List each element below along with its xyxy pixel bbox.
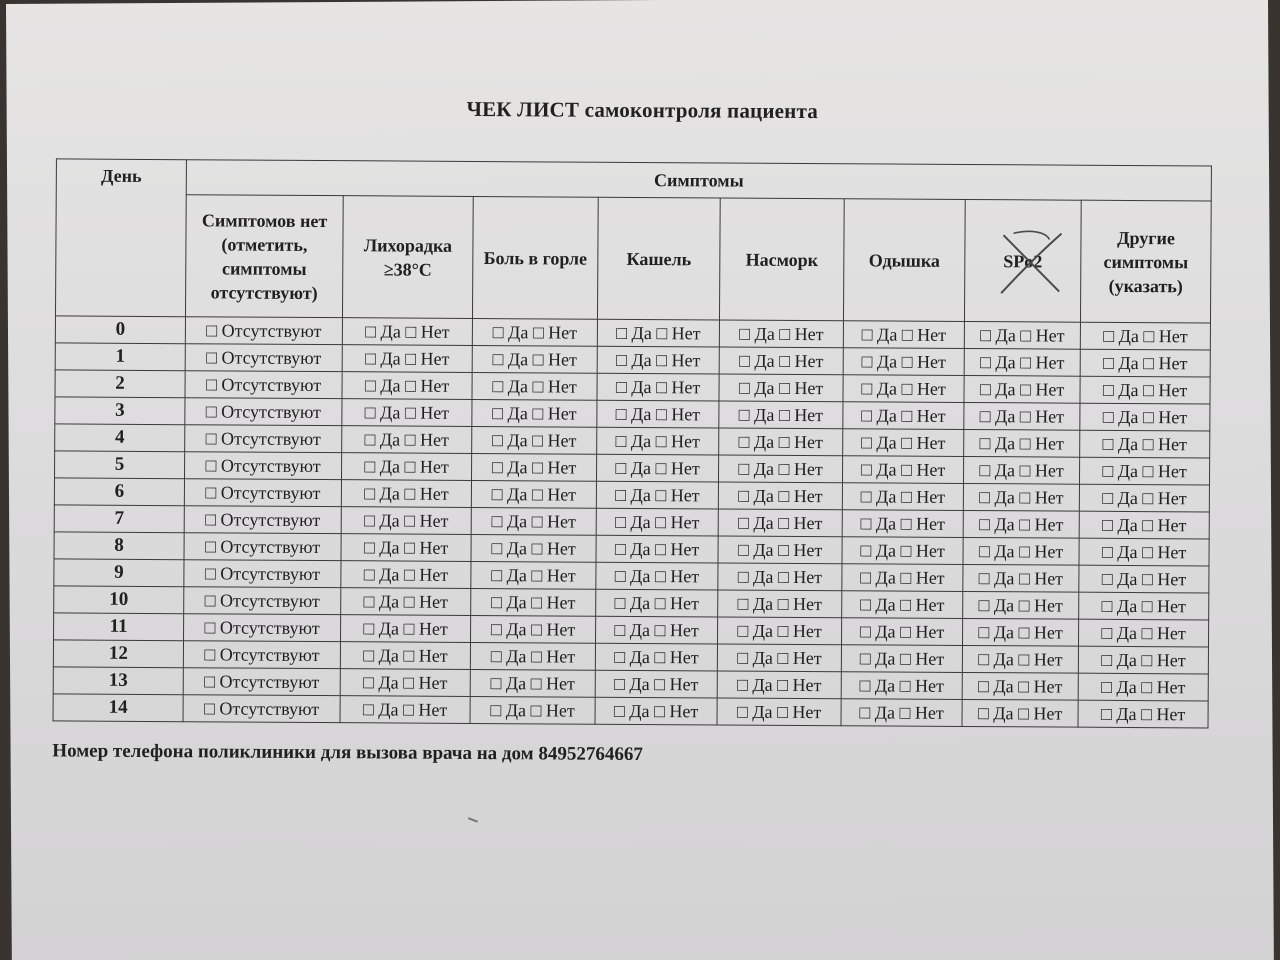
yes-no-checkbox-cell[interactable]: □ Да □ Нет — [595, 670, 717, 698]
day-number: 8 — [54, 532, 184, 560]
absent-checkbox-cell[interactable]: □ Отсутствуют — [185, 425, 342, 453]
pen-mark — [468, 817, 478, 822]
absent-checkbox-cell[interactable]: □ Отсутствуют — [183, 695, 340, 723]
yes-no-checkbox-cell[interactable]: □ Да □ Нет — [340, 696, 470, 724]
yes-no-checkbox-cell[interactable]: □ Да □ Нет — [341, 561, 471, 589]
yes-no-checkbox-cell[interactable]: □ Да □ Нет — [471, 534, 596, 562]
checklist-table — [53, 158, 1212, 728]
yes-no-checkbox-cell[interactable]: □ Да □ Нет — [841, 645, 962, 673]
yes-no-checkbox-cell[interactable]: □ Да □ Нет — [596, 481, 718, 509]
yes-no-checkbox-cell[interactable]: □ Да □ Нет — [717, 671, 841, 699]
absent-checkbox-cell[interactable]: □ Отсутствуют — [184, 479, 341, 507]
column-header-shortness-of-breath: Одышка — [843, 199, 965, 322]
symptoms-header: Симптомы — [186, 160, 1211, 201]
yes-no-checkbox-cell[interactable]: □ Да □ Нет — [1078, 700, 1208, 728]
absent-checkbox-cell[interactable]: □ Отсутствуют — [185, 317, 342, 345]
yes-no-checkbox-cell[interactable]: □ Да □ Нет — [1079, 511, 1209, 539]
absent-checkbox-cell[interactable]: □ Отсутствуют — [185, 398, 342, 426]
yes-no-checkbox-cell[interactable]: □ Да □ Нет — [597, 373, 719, 401]
yes-no-checkbox-cell[interactable]: □ Да □ Нет — [842, 564, 963, 592]
yes-no-checkbox-cell[interactable]: □ Да □ Нет — [963, 537, 1079, 565]
yes-no-checkbox-cell[interactable]: □ Да □ Нет — [1078, 646, 1208, 674]
yes-no-checkbox-cell[interactable]: □ Да □ Нет — [597, 400, 719, 428]
day-number: 4 — [55, 424, 185, 452]
yes-no-checkbox-cell[interactable]: □ Да □ Нет — [340, 669, 470, 697]
yes-no-checkbox-cell[interactable]: □ Да □ Нет — [597, 346, 719, 374]
day-number: 9 — [54, 559, 184, 587]
absent-checkbox-cell[interactable]: □ Отсутствуют — [185, 371, 342, 399]
yes-no-checkbox-cell[interactable]: □ Да □ Нет — [964, 429, 1080, 457]
day-number: 1 — [55, 343, 185, 371]
column-header-sore-throat: Боль в горле — [472, 196, 598, 319]
yes-no-checkbox-cell[interactable]: □ Да □ Нет — [962, 645, 1078, 673]
yes-no-checkbox-cell[interactable]: □ Да □ Нет — [341, 507, 471, 535]
yes-no-checkbox-cell[interactable]: □ Да □ Нет — [1080, 376, 1210, 404]
yes-no-checkbox-cell[interactable]: □ Да □ Нет — [843, 375, 964, 403]
yes-no-checkbox-cell[interactable]: □ Да □ Нет — [595, 643, 717, 671]
yes-no-checkbox-cell[interactable]: □ Да □ Нет — [719, 320, 843, 348]
day-number: 0 — [55, 316, 185, 344]
yes-no-checkbox-cell[interactable]: □ Да □ Нет — [597, 427, 719, 455]
yes-no-checkbox-cell[interactable]: □ Да □ Нет — [719, 428, 843, 456]
absent-checkbox-cell[interactable]: □ Отсутствуют — [184, 587, 341, 615]
column-header-runny-nose: Насморк — [719, 198, 844, 321]
yes-no-checkbox-cell[interactable]: □ Да □ Нет — [842, 591, 963, 619]
yes-no-checkbox-cell[interactable]: □ Да □ Нет — [1079, 457, 1209, 485]
yes-no-checkbox-cell[interactable]: □ Да □ Нет — [964, 348, 1080, 376]
yes-no-checkbox-cell[interactable]: □ Да □ Нет — [596, 454, 718, 482]
yes-no-checkbox-cell[interactable]: □ Да □ Нет — [963, 564, 1079, 592]
yes-no-checkbox-cell[interactable]: □ Да □ Нет — [717, 698, 841, 726]
yes-no-checkbox-cell[interactable]: □ Да □ Нет — [597, 319, 719, 347]
yes-no-checkbox-cell[interactable]: □ Да □ Нет — [962, 672, 1078, 700]
yes-no-checkbox-cell[interactable]: □ Да □ Нет — [596, 535, 718, 563]
yes-no-checkbox-cell[interactable]: □ Да □ Нет — [1079, 592, 1209, 620]
yes-no-checkbox-cell[interactable]: □ Да □ Нет — [341, 480, 471, 508]
yes-no-checkbox-cell[interactable]: □ Да □ Нет — [596, 562, 718, 590]
yes-no-checkbox-cell[interactable]: □ Да □ Нет — [719, 374, 843, 402]
yes-no-checkbox-cell[interactable]: □ Да □ Нет — [471, 507, 596, 535]
absent-checkbox-cell[interactable]: □ Отсутствуют — [184, 560, 341, 588]
day-number: 13 — [53, 667, 183, 695]
yes-no-checkbox-cell[interactable]: □ Да □ Нет — [596, 616, 718, 644]
yes-no-checkbox-cell[interactable]: □ Да □ Нет — [718, 563, 842, 591]
column-header-spo2 — [964, 199, 1081, 322]
day-number: 3 — [55, 397, 185, 425]
yes-no-checkbox-cell[interactable]: □ Да □ Нет — [718, 536, 842, 564]
yes-no-checkbox-cell[interactable]: □ Да □ Нет — [842, 510, 963, 538]
absent-checkbox-cell[interactable]: □ Отсутствуют — [183, 668, 340, 696]
yes-no-checkbox-cell[interactable]: □ Да □ Нет — [1079, 484, 1209, 512]
column-header-cough: Кашель — [597, 197, 720, 320]
yes-no-checkbox-cell[interactable]: □ Да □ Нет — [842, 483, 963, 511]
yes-no-checkbox-cell[interactable]: □ Да □ Нет — [841, 618, 962, 646]
column-header-fever: Лихорадка ≥38°С — [342, 196, 473, 319]
day-number: 5 — [55, 451, 185, 479]
column-header-other-symptoms: Другие симптомы (указать) — [1080, 200, 1211, 323]
yes-no-checkbox-cell[interactable]: □ Да □ Нет — [471, 561, 596, 589]
yes-no-checkbox-cell[interactable]: □ Да □ Нет — [1079, 565, 1209, 593]
yes-no-checkbox-cell[interactable]: □ Да □ Нет — [843, 429, 964, 457]
yes-no-checkbox-cell[interactable]: □ Да □ Нет — [964, 402, 1080, 430]
spo2-label-wrapper — [1003, 249, 1042, 273]
yes-no-checkbox-cell[interactable]: □ Да □ Нет — [342, 318, 472, 346]
yes-no-checkbox-cell[interactable]: □ Да □ Нет — [718, 590, 842, 618]
yes-no-checkbox-cell[interactable]: □ Да □ Нет — [471, 588, 596, 616]
day-number: 2 — [55, 370, 185, 398]
yes-no-checkbox-cell[interactable]: □ Да □ Нет — [963, 456, 1079, 484]
yes-no-checkbox-cell[interactable]: □ Да □ Нет — [718, 455, 842, 483]
day-number: 10 — [54, 586, 184, 614]
absent-checkbox-cell[interactable]: □ Отсутствуют — [185, 344, 342, 372]
yes-no-checkbox-cell[interactable]: □ Да □ Нет — [718, 482, 842, 510]
yes-no-checkbox-cell[interactable]: □ Да □ Нет — [963, 483, 1079, 511]
yes-no-checkbox-cell[interactable]: □ Да □ Нет — [843, 348, 964, 376]
table-row — [53, 694, 1208, 728]
yes-no-checkbox-cell[interactable]: □ Да □ Нет — [472, 318, 597, 346]
yes-no-checkbox-cell[interactable]: □ Да □ Нет — [472, 372, 597, 400]
yes-no-checkbox-cell[interactable]: □ Да □ Нет — [963, 510, 1079, 538]
yes-no-checkbox-cell[interactable]: □ Да □ Нет — [717, 617, 841, 645]
yes-no-checkbox-cell[interactable]: □ Да □ Нет — [342, 345, 472, 373]
symptom-columns-row — [55, 194, 1211, 323]
yes-no-checkbox-cell[interactable]: □ Да □ Нет — [595, 697, 717, 725]
yes-no-checkbox-cell[interactable]: □ Да □ Нет — [471, 615, 596, 643]
day-number: 14 — [53, 694, 183, 722]
yes-no-checkbox-cell[interactable]: □ Да □ Нет — [1078, 619, 1208, 647]
yes-no-checkbox-cell[interactable]: □ Да □ Нет — [596, 589, 718, 617]
yes-no-checkbox-cell[interactable]: □ Да □ Нет — [341, 534, 471, 562]
day-number: 7 — [54, 505, 184, 533]
clinic-phone-note: Номер телефона поликлиники для вызова врача на дом 84952764667 — [52, 740, 643, 766]
yes-no-checkbox-cell[interactable]: □ Да □ Нет — [964, 375, 1080, 403]
yes-no-checkbox-cell[interactable]: □ Да □ Нет — [1080, 322, 1210, 350]
yes-no-checkbox-cell[interactable]: □ Да □ Нет — [472, 345, 597, 373]
absent-checkbox-cell[interactable]: □ Отсутствуют — [183, 641, 340, 669]
day-number: 12 — [53, 640, 183, 668]
yes-no-checkbox-cell[interactable]: □ Да □ Нет — [843, 402, 964, 430]
yes-no-checkbox-cell[interactable]: □ Да □ Нет — [719, 347, 843, 375]
yes-no-checkbox-cell[interactable]: □ Да □ Нет — [963, 591, 1079, 619]
yes-no-checkbox-cell[interactable]: □ Да □ Нет — [962, 618, 1078, 646]
yes-no-checkbox-cell[interactable]: □ Да □ Нет — [341, 615, 471, 643]
day-number: 6 — [54, 478, 184, 506]
yes-no-checkbox-cell[interactable]: □ Да □ Нет — [1080, 403, 1210, 431]
yes-no-checkbox-cell[interactable]: □ Да □ Нет — [1079, 538, 1209, 566]
yes-no-checkbox-cell[interactable]: □ Да □ Нет — [472, 426, 597, 454]
cross-out-mark-icon — [989, 227, 1073, 300]
yes-no-checkbox-cell[interactable]: □ Да □ Нет — [470, 669, 595, 697]
yes-no-checkbox-cell[interactable]: □ Да □ Нет — [964, 321, 1080, 349]
yes-no-checkbox-cell[interactable]: □ Да □ Нет — [470, 696, 595, 724]
yes-no-checkbox-cell[interactable]: □ Да □ Нет — [1078, 673, 1208, 701]
yes-no-checkbox-cell[interactable]: □ Да □ Нет — [1080, 349, 1210, 377]
yes-no-checkbox-cell[interactable]: □ Да □ Нет — [342, 426, 472, 454]
spo2-label: SPo2 — [1003, 250, 1043, 271]
yes-no-checkbox-cell[interactable]: □ Да □ Нет — [342, 372, 472, 400]
yes-no-checkbox-cell[interactable]: □ Да □ Нет — [342, 399, 472, 427]
yes-no-checkbox-cell[interactable]: □ Да □ Нет — [341, 453, 471, 481]
absent-checkbox-cell[interactable]: □ Отсутствуют — [184, 506, 341, 534]
yes-no-checkbox-cell[interactable]: □ Да □ Нет — [842, 537, 963, 565]
yes-no-checkbox-cell[interactable]: □ Да □ Нет — [843, 321, 964, 349]
yes-no-checkbox-cell[interactable]: □ Да □ Нет — [718, 509, 842, 537]
absent-checkbox-cell[interactable]: □ Отсутствуют — [184, 614, 341, 642]
absent-checkbox-cell[interactable]: □ Отсутствуют — [184, 533, 341, 561]
yes-no-checkbox-cell[interactable]: □ Да □ Нет — [470, 642, 595, 670]
day-column-header: День — [55, 159, 186, 317]
day-number: 11 — [54, 613, 184, 641]
yes-no-checkbox-cell[interactable]: □ Да □ Нет — [841, 699, 962, 727]
table-body — [53, 316, 1211, 728]
yes-no-checkbox-cell[interactable]: □ Да □ Нет — [962, 699, 1078, 727]
yes-no-checkbox-cell[interactable]: □ Да □ Нет — [719, 401, 843, 429]
yes-no-checkbox-cell[interactable]: □ Да □ Нет — [341, 588, 471, 616]
yes-no-checkbox-cell[interactable]: □ Да □ Нет — [472, 399, 597, 427]
absent-checkbox-cell[interactable]: □ Отсутствуют — [184, 452, 341, 480]
yes-no-checkbox-cell[interactable]: □ Да □ Нет — [717, 644, 841, 672]
yes-no-checkbox-cell[interactable]: □ Да □ Нет — [471, 480, 596, 508]
yes-no-checkbox-cell[interactable]: □ Да □ Нет — [1080, 430, 1210, 458]
yes-no-checkbox-cell[interactable]: □ Да □ Нет — [842, 456, 963, 484]
yes-no-checkbox-cell[interactable]: □ Да □ Нет — [340, 642, 470, 670]
document-title: ЧЕК ЛИСТ самоконтроля пациента — [466, 96, 819, 124]
yes-no-checkbox-cell[interactable]: □ Да □ Нет — [841, 672, 962, 700]
yes-no-checkbox-cell[interactable]: □ Да □ Нет — [471, 453, 596, 481]
yes-no-checkbox-cell[interactable]: □ Да □ Нет — [596, 508, 718, 536]
column-header-no-symptoms: Симптомов нет (отметить, симптомы отсутствуют) — [185, 195, 343, 318]
